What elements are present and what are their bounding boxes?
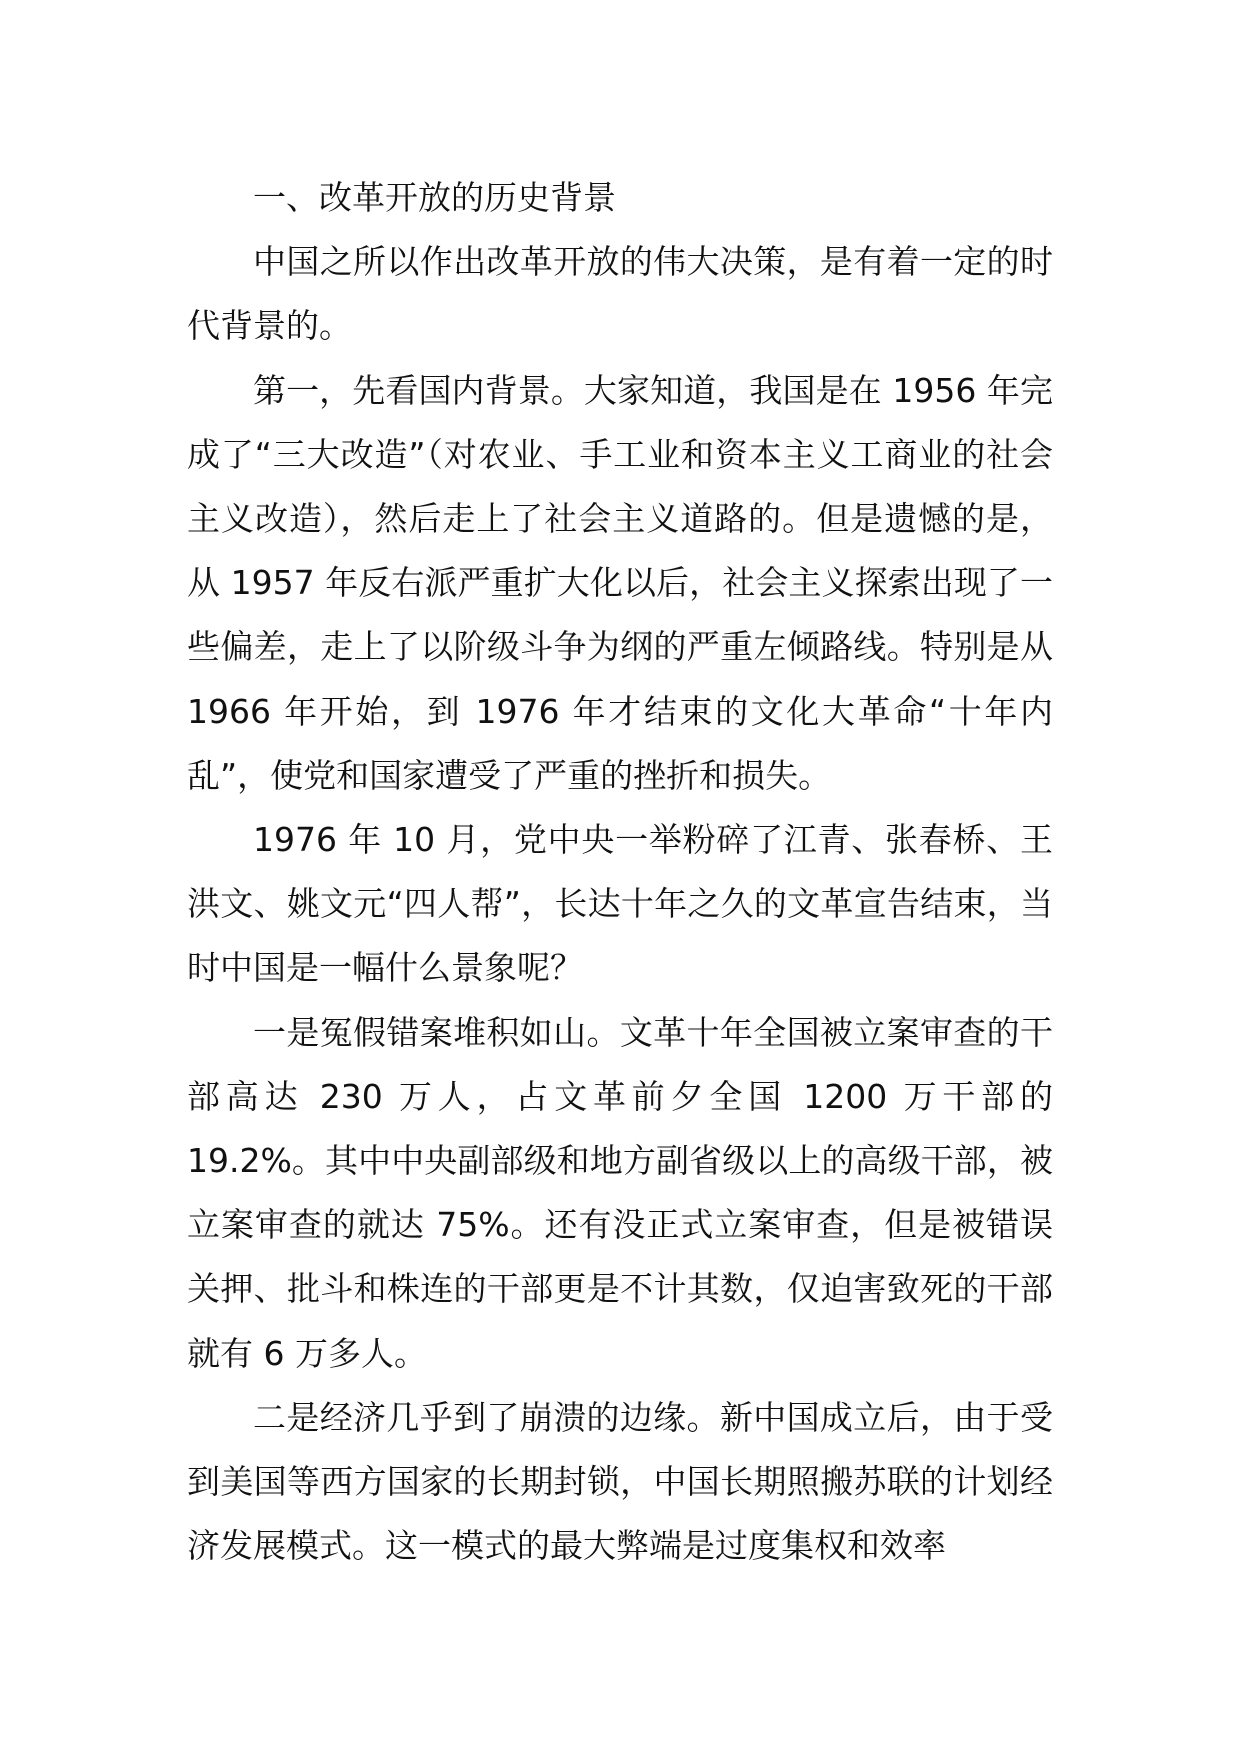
paragraph-domestic-background: 第一，先看国内背景。大家知道，我国是在 1956 年完成了“三大改造”（对农业、手工业和资本主义工商业的社会主义改造），然后走上了社会主义道路的。但是遗憾的是，从 1957 年反右派严重扩大化以后，社会主义探索出现了一些偏差，走上了以阶级斗争为纲的严重左倾路线。特别是从 1966 年开始，到 1976 年才结束的文化大革命“十年内乱”，使党和国家遭受了严重的挫折和损失。	[187, 370, 1053, 795]
paragraph-economy: 二是经济几乎到了崩溃的边缘。新中国成立后，由于受到美国等西方国家的长期封锁，中国长期照搬苏联的计划经济发展模式。这一模式的最大弊端是过度集权和效率	[187, 1397, 1053, 1566]
document-body	[187, 166, 1053, 1578]
section-heading: 一、改革开放的历史背景	[253, 178, 616, 217]
paragraph-intro: 中国之所以作出改革开放的伟大决策，是有着一定的时代背景的。	[187, 242, 1053, 346]
paragraph-gang-of-four: 1976 年 10 月，党中央一举粉碎了江青、张春桥、王洪文、姚文元“四人帮”，长达十年之久的文革宣告结束，当时中国是一幅什么景象呢？	[187, 820, 1053, 988]
paragraph-wrongful-cases: 一是冤假错案堆积如山。文革十年全国被立案审查的干部高达 230 万人，占文革前夕全国 1200 万干部的 19.2%。其中中央副部级和地方副省级以上的高级干部，被立案审查的就达 75%。还有没正式立案审查，但是被错误关押、批斗和株连的干部更是不计其数，仅迫害致死的干部就有 6 万多人。	[187, 1012, 1053, 1373]
